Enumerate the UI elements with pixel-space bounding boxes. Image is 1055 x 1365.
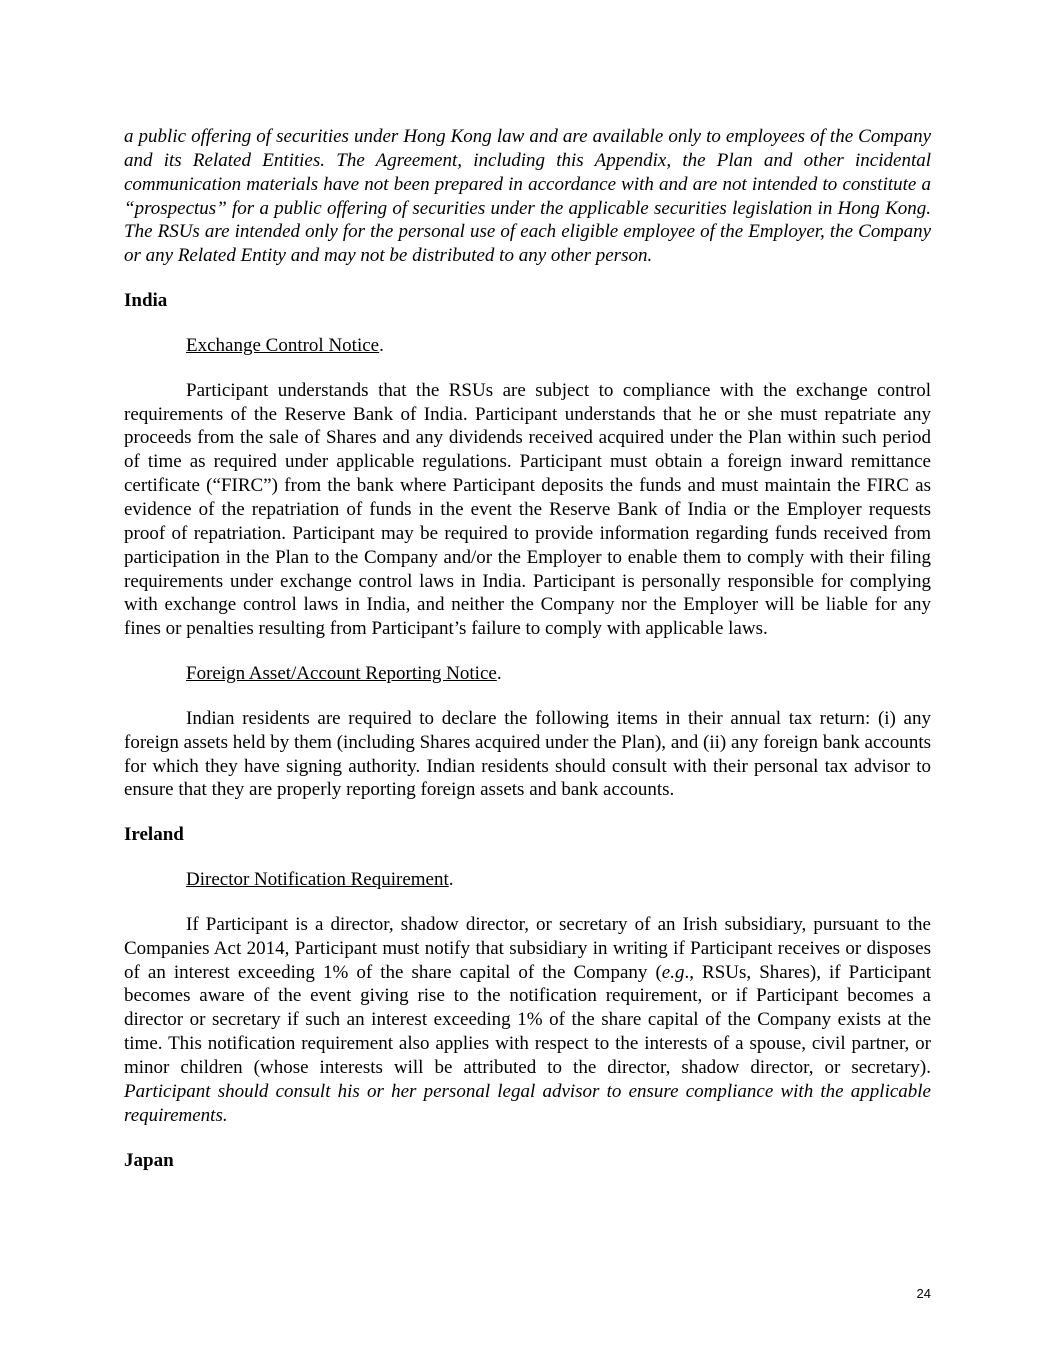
page-number: 24 [916,1286,931,1301]
india-heading: India [124,290,168,312]
japan-heading: Japan [124,1149,174,1171]
document-page [124,125,931,1172]
ireland-heading: Ireland [124,824,184,846]
director-text-eg: e.g [661,961,685,983]
director-text-advice: Participant should consult his or her personal legal advisor to ensure compliance with the applicable requirements. [124,1080,931,1126]
director-text-part-2: ., RSUs, Shares), if Participant becomes aware of the event giving rise to the notification requirement, or if Participant becomes a director or secretary if such an interest exceeding 1% of the share capital of the Company exists at the time. This notification requirement also applies with respect to the interests of a spouse, civil partner, or minor children (whose interests will be attributed to the director, shadow director, or secretary). [124,961,931,1078]
director-text-part-1: If Participant is a director, shadow director, or secretary of an Irish subsidiary, pursuant to the Companies Act 2014, Participant must notify that subsidiary in writing if Participant receives or disposes of an interest exceeding 1% of the share capital of the Company ( [124,913,931,983]
director-notification-title: Director Notification Requirement [186,869,449,891]
foreign-asset-subheading: Foreign Asset/Account Reporting Notice. [186,663,502,685]
foreign-asset-title: Foreign Asset/Account Reporting Notice [186,663,497,685]
hong-kong-continuation-paragraph: a public offering of securities under Hong Kong law and are available only to employees of the Company and its Related Entities. The Agreement, including this Appendix, the Plan and other incidental communication materials have not been prepared in accordance with and are not intended to constitute a “prospectus” for a public offering of securities under the applicable securities legislation in Hong Kong. The RSUs are intended only for the personal use of each eligible employee of the Employer, the Company or any Related Entity and may not be distributed to any other person. [124,126,931,267]
exchange-control-subheading: Exchange Control Notice. [186,334,384,356]
foreign-asset-paragraph: Indian residents are required to declare the following items in their annual tax return: (i) any foreign assets held by them (including Shares acquired under the Plan), and (ii) any foreign bank accounts for which they have signing authority. Indian residents should consult with their personal tax advisor to ensure that they are properly reporting foreign assets and bank accounts. [124,707,931,801]
director-notification-paragraph [124,913,931,1128]
exchange-control-paragraph: Participant understands that the RSUs are subject to compliance with the exchange control requirements of the Reserve Bank of India. Participant understands that he or she must repatriate any proceeds from the sale of Shares and any dividends received acquired under the Plan within such period of time as required under applicable regulations. Participant must obtain a foreign inward remittance certificate (“FIRC”) from the bank where Participant deposits the funds and must maintain the FIRC as evidence of the repatriation of funds in the event the Reserve Bank of India or the Employer requests proof of repatriation. Participant may be required to provide information regarding funds received from participation in the Plan to the Company and/or the Employer to enable them to comply with their filing requirements under exchange control laws in India. Participant is personally responsible for complying with exchange control laws in India, and neither the Company nor the Employer will be liable for any fines or penalties resulting from Participant’s failure to comply with applicable laws. [124,379,931,640]
director-notification-subheading: Director Notification Requirement. [186,869,454,891]
exchange-control-title: Exchange Control Notice [186,334,380,356]
